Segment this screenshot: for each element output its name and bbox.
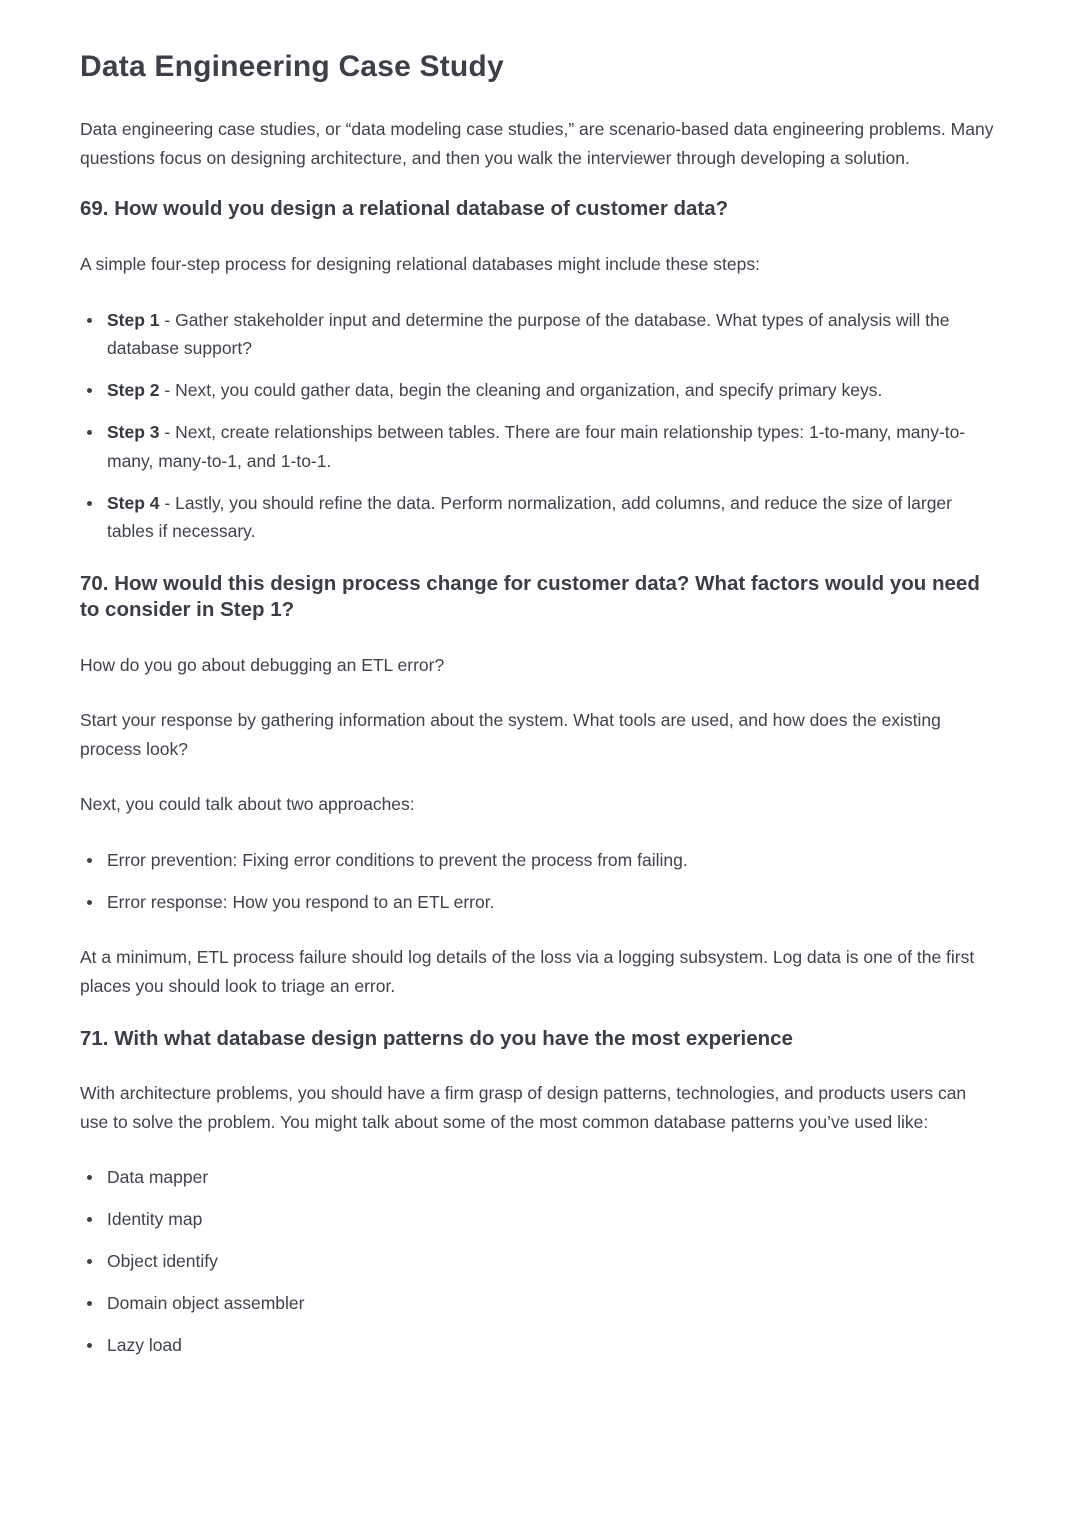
step-item	[80, 418, 994, 475]
list-item: Object identify	[80, 1247, 994, 1276]
list-item: Data mapper	[80, 1163, 994, 1192]
question-70-paragraph: Next, you could talk about two approaches:	[80, 794, 415, 814]
list-item: Lazy load	[80, 1331, 994, 1360]
step-label: Step 2	[107, 380, 160, 400]
question-70-paragraph: How do you go about debugging an ETL error?	[80, 654, 445, 675]
approaches-list	[80, 846, 994, 917]
patterns-list	[80, 1163, 994, 1360]
step-text: - Lastly, you should refine the data. Perform normalization, add columns, and reduce the size of larger tables if necessary.	[107, 492, 952, 541]
steps-list	[80, 306, 994, 546]
step-label: Step 1	[107, 309, 160, 330]
step-label: Step 4	[107, 492, 160, 513]
list-item: Error response: How you respond to an ETL error.	[80, 888, 994, 917]
step-item	[80, 489, 994, 546]
list-item: Error prevention: Fixing error conditions to prevent the process from failing.	[80, 846, 994, 875]
question-71-heading: 71. With what database design patterns do you have the most experience	[80, 1027, 793, 1050]
step-item	[80, 306, 994, 363]
question-69-lead: A simple four-step process for designing relational databases might include these steps:	[80, 254, 760, 274]
step-text: - Gather stakeholder input and determine the purpose of the database. What types of analysis will the database support?	[107, 309, 950, 358]
step-item	[80, 376, 994, 405]
question-71-paragraph: With architecture problems, you should have a firm grasp of design patterns, technologies, and products users can use to solve the problem. You might talk about some of the most common database patterns you’ve used like:	[80, 1083, 967, 1132]
list-item: Domain object assembler	[80, 1289, 994, 1318]
question-69-heading: 69. How would you design a relational database of customer data?	[80, 197, 729, 220]
step-text: - Next, create relationships between tables. There are four main relationship types: 1-to-many, many-to-many, many-to-1, and 1-to-1.	[107, 422, 966, 471]
intro-paragraph: Data engineering case studies, or “data modeling case studies,” are scenario-based data engineering problems. Many questions focus on designing architecture, and then you walk the interviewer through developing a solution.	[80, 119, 994, 168]
question-70-paragraph: At a minimum, ETL process failure should log details of the loss via a logging subsystem. Log data is one of the first places you should look to triage an error.	[80, 947, 975, 996]
step-text: - Next, you could gather data, begin the cleaning and organization, and specify primary keys.	[159, 380, 883, 400]
question-70-heading: 70. How would this design process change for customer data? What factors would you need to consider in Step 1?	[80, 571, 980, 621]
question-70-paragraph: Start your response by gathering information about the system. What tools are used, and how does the existing process look?	[80, 710, 941, 759]
list-item: Identity map	[80, 1205, 994, 1234]
page-title: Data Engineering Case Study	[80, 50, 504, 83]
step-label: Step 3	[107, 422, 160, 442]
